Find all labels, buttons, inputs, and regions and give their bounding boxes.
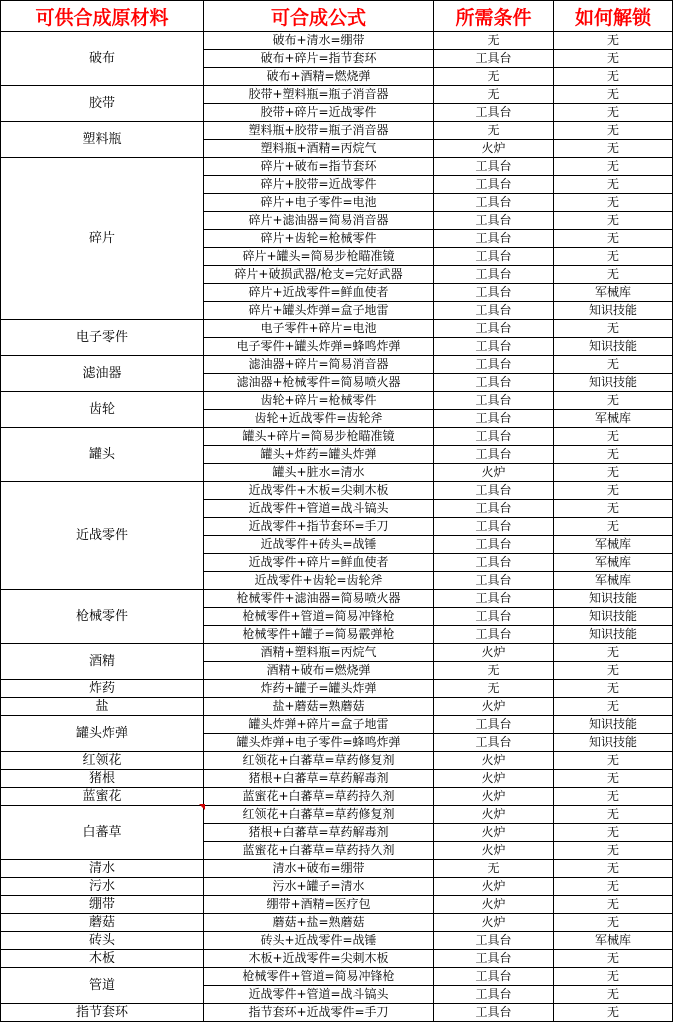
formula-cell[interactable]: 电子零件+罐头炸弹=蜂鸣炸弹 <box>204 338 434 356</box>
requirement-cell[interactable]: 火炉 <box>434 770 554 788</box>
requirement-cell[interactable]: 工具台 <box>434 266 554 284</box>
requirement-cell[interactable]: 工具台 <box>434 374 554 392</box>
unlock-cell[interactable]: 知识技能 <box>554 716 673 734</box>
table-row <box>1 122 673 140</box>
table-row <box>1 860 673 878</box>
material-cell[interactable]: 胶带 <box>1 86 204 122</box>
requirement-cell[interactable]: 工具台 <box>434 320 554 338</box>
unlock-cell[interactable]: 军械库 <box>554 572 673 590</box>
formula-cell[interactable]: 滤油器+碎片=简易消音器 <box>204 356 434 374</box>
requirement-cell[interactable]: 工具台 <box>434 356 554 374</box>
requirement-cell[interactable]: 工具台 <box>434 104 554 122</box>
material-cell[interactable]: 木板 <box>1 950 204 968</box>
table-row <box>1 752 673 770</box>
material-cell[interactable]: 电子零件 <box>1 320 204 356</box>
comment-indicator-icon[interactable] <box>199 804 205 810</box>
table-row <box>1 644 673 662</box>
requirement-cell[interactable]: 工具台 <box>434 482 554 500</box>
table-row <box>1 1004 673 1022</box>
unlock-cell[interactable]: 无 <box>554 518 673 536</box>
formula-cell[interactable]: 破布+酒精=燃烧弹 <box>204 68 434 86</box>
unlock-cell[interactable]: 无 <box>554 212 673 230</box>
table-row <box>1 356 673 374</box>
material-cell[interactable]: 指节套环 <box>1 1004 204 1022</box>
unlock-cell[interactable]: 无 <box>554 662 673 680</box>
material-cell[interactable]: 污水 <box>1 878 204 896</box>
formula-cell[interactable]: 破布+清水=绷带 <box>204 32 434 50</box>
requirement-cell[interactable]: 工具台 <box>434 194 554 212</box>
material-cell[interactable]: 齿轮 <box>1 392 204 428</box>
table-row <box>1 590 673 608</box>
material-cell[interactable]: 碎片 <box>1 158 204 320</box>
unlock-cell[interactable]: 军械库 <box>554 932 673 950</box>
unlock-cell[interactable]: 军械库 <box>554 554 673 572</box>
unlock-cell[interactable]: 无 <box>554 122 673 140</box>
formula-cell[interactable]: 碎片+破布=指节套环 <box>204 158 434 176</box>
requirement-cell[interactable]: 工具台 <box>434 50 554 68</box>
material-cell[interactable]: 塑料瓶 <box>1 122 204 158</box>
header-formula[interactable]: 可合成公式 <box>204 1 434 32</box>
requirement-cell[interactable]: 工具台 <box>434 572 554 590</box>
table-body <box>1 32 673 1022</box>
unlock-cell[interactable]: 无 <box>554 140 673 158</box>
requirement-cell[interactable]: 火炉 <box>434 788 554 806</box>
formula-cell[interactable]: 近战零件+指节套环=手刀 <box>204 518 434 536</box>
unlock-cell[interactable]: 无 <box>554 914 673 932</box>
unlock-cell[interactable]: 无 <box>554 32 673 50</box>
formula-cell[interactable]: 木板+近战零件=尖刺木板 <box>204 950 434 968</box>
formula-cell[interactable]: 齿轮+近战零件=齿轮斧 <box>204 410 434 428</box>
table-row <box>1 86 673 104</box>
table-row <box>1 320 673 338</box>
formula-cell[interactable]: 指节套环+近战零件=手刀 <box>204 1004 434 1022</box>
requirement-cell[interactable]: 工具台 <box>434 518 554 536</box>
unlock-cell[interactable]: 无 <box>554 644 673 662</box>
requirement-cell[interactable]: 工具台 <box>434 410 554 428</box>
unlock-cell[interactable]: 军械库 <box>554 536 673 554</box>
formula-cell[interactable]: 砖头+近战零件=战锤 <box>204 932 434 950</box>
formula-cell[interactable]: 近战零件+砖头=战锤 <box>204 536 434 554</box>
material-cell[interactable]: 白蕃草 <box>1 806 204 860</box>
formula-cell[interactable]: 炸药+罐子=罐头炸弹 <box>204 680 434 698</box>
material-cell[interactable]: 罐头炸弹 <box>1 716 204 752</box>
requirement-cell[interactable]: 工具台 <box>434 608 554 626</box>
formula-cell[interactable]: 酒精+塑料瓶=丙烷气 <box>204 644 434 662</box>
material-cell[interactable]: 近战零件 <box>1 482 204 590</box>
formula-cell[interactable]: 塑料瓶+胶带=瓶子消音器 <box>204 122 434 140</box>
unlock-cell[interactable]: 无 <box>554 68 673 86</box>
formula-cell[interactable]: 胶带+碎片=近战零件 <box>204 104 434 122</box>
requirement-cell[interactable]: 无 <box>434 32 554 50</box>
formula-cell[interactable]: 胶带+塑料瓶=瓶子消音器 <box>204 86 434 104</box>
requirement-cell[interactable]: 工具台 <box>434 230 554 248</box>
formula-cell[interactable]: 碎片+罐头=简易步枪瞄准镜 <box>204 248 434 266</box>
requirement-cell[interactable]: 工具台 <box>434 446 554 464</box>
unlock-cell[interactable]: 知识技能 <box>554 608 673 626</box>
header-material[interactable]: 可供合成原材料 <box>1 1 204 32</box>
requirement-cell[interactable]: 工具台 <box>434 590 554 608</box>
material-cell[interactable]: 破布 <box>1 32 204 86</box>
material-cell[interactable]: 罐头 <box>1 428 204 482</box>
unlock-cell[interactable]: 无 <box>554 230 673 248</box>
requirement-cell[interactable]: 无 <box>434 122 554 140</box>
requirement-cell[interactable]: 工具台 <box>434 716 554 734</box>
unlock-cell[interactable]: 无 <box>554 824 673 842</box>
material-cell[interactable]: 红领花 <box>1 752 204 770</box>
formula-cell[interactable]: 齿轮+碎片=枪械零件 <box>204 392 434 410</box>
formula-cell[interactable]: 红领花+白蕃草=草药修复剂 <box>204 806 434 824</box>
formula-cell[interactable]: 绷带+酒精=医疗包 <box>204 896 434 914</box>
header-row <box>1 1 673 32</box>
requirement-cell[interactable]: 工具台 <box>434 500 554 518</box>
unlock-cell[interactable]: 军械库 <box>554 410 673 428</box>
material-cell[interactable]: 蘑菇 <box>1 914 204 932</box>
requirement-cell[interactable]: 火炉 <box>434 806 554 824</box>
requirement-cell[interactable]: 工具台 <box>434 536 554 554</box>
table-row <box>1 878 673 896</box>
material-cell[interactable]: 砖头 <box>1 932 204 950</box>
requirement-cell[interactable]: 火炉 <box>434 752 554 770</box>
requirement-cell[interactable]: 火炉 <box>434 464 554 482</box>
unlock-cell[interactable]: 无 <box>554 356 673 374</box>
table-row <box>1 914 673 932</box>
formula-cell[interactable]: 罐头炸弹+碎片=盒子地雷 <box>204 716 434 734</box>
formula-cell[interactable]: 塑料瓶+酒精=丙烷气 <box>204 140 434 158</box>
requirement-cell[interactable]: 火炉 <box>434 140 554 158</box>
unlock-cell[interactable]: 无 <box>554 176 673 194</box>
requirement-cell[interactable]: 火炉 <box>434 896 554 914</box>
requirement-cell[interactable]: 火炉 <box>434 824 554 842</box>
requirement-cell[interactable]: 工具台 <box>434 986 554 1004</box>
requirement-cell[interactable]: 工具台 <box>434 338 554 356</box>
table-row <box>1 968 673 986</box>
requirement-cell[interactable]: 工具台 <box>434 248 554 266</box>
table-row <box>1 32 673 50</box>
unlock-cell[interactable]: 无 <box>554 788 673 806</box>
formula-cell[interactable]: 蓝蜜花+白蕃草=草药持久剂 <box>204 788 434 806</box>
unlock-cell[interactable]: 无 <box>554 104 673 122</box>
formula-cell[interactable]: 枪械零件+管道=简易冲锋枪 <box>204 968 434 986</box>
material-cell[interactable]: 管道 <box>1 968 204 1004</box>
unlock-cell[interactable]: 无 <box>554 968 673 986</box>
requirement-cell[interactable]: 火炉 <box>434 698 554 716</box>
requirement-cell[interactable]: 无 <box>434 68 554 86</box>
unlock-cell[interactable]: 无 <box>554 806 673 824</box>
formula-cell[interactable]: 酒精+破布=燃烧弹 <box>204 662 434 680</box>
formula-cell[interactable]: 碎片+近战零件=鲜血使者 <box>204 284 434 302</box>
requirement-cell[interactable]: 工具台 <box>434 950 554 968</box>
unlock-cell[interactable]: 无 <box>554 842 673 860</box>
requirement-cell[interactable]: 工具台 <box>434 932 554 950</box>
table-row <box>1 932 673 950</box>
formula-cell[interactable]: 碎片+滤油器=简易消音器 <box>204 212 434 230</box>
formula-cell[interactable]: 电子零件+碎片=电池 <box>204 320 434 338</box>
formula-cell[interactable]: 枪械零件+滤油器=简易喷火器 <box>204 590 434 608</box>
header-unlock[interactable]: 如何解锁 <box>554 1 673 32</box>
unlock-cell[interactable]: 无 <box>554 950 673 968</box>
requirement-cell[interactable]: 火炉 <box>434 842 554 860</box>
material-cell[interactable]: 清水 <box>1 860 204 878</box>
table-row <box>1 680 673 698</box>
requirement-cell[interactable]: 工具台 <box>434 1004 554 1022</box>
unlock-cell[interactable]: 无 <box>554 986 673 1004</box>
unlock-cell[interactable]: 无 <box>554 392 673 410</box>
unlock-cell[interactable]: 无 <box>554 158 673 176</box>
unlock-cell[interactable]: 知识技能 <box>554 338 673 356</box>
requirement-cell[interactable]: 工具台 <box>434 158 554 176</box>
unlock-cell[interactable]: 无 <box>554 428 673 446</box>
table-row <box>1 770 673 788</box>
formula-cell[interactable]: 破布+碎片=指节套环 <box>204 50 434 68</box>
material-cell[interactable]: 猪根 <box>1 770 204 788</box>
table-row <box>1 788 673 806</box>
formula-cell[interactable]: 近战零件+木板=尖刺木板 <box>204 482 434 500</box>
formula-cell[interactable]: 近战零件+碎片=鲜血使者 <box>204 554 434 572</box>
formula-cell[interactable]: 碎片+罐头炸弹=盒子地雷 <box>204 302 434 320</box>
unlock-cell[interactable]: 无 <box>554 266 673 284</box>
unlock-cell[interactable]: 无 <box>554 248 673 266</box>
material-cell[interactable]: 盐 <box>1 698 204 716</box>
requirement-cell[interactable]: 火炉 <box>434 878 554 896</box>
material-cell[interactable]: 炸药 <box>1 680 204 698</box>
unlock-cell[interactable]: 无 <box>554 680 673 698</box>
requirement-cell[interactable]: 工具台 <box>434 428 554 446</box>
requirement-cell[interactable]: 工具台 <box>434 968 554 986</box>
requirement-cell[interactable]: 无 <box>434 86 554 104</box>
unlock-cell[interactable]: 无 <box>554 878 673 896</box>
unlock-cell[interactable]: 无 <box>554 1004 673 1022</box>
table-row <box>1 158 673 176</box>
unlock-cell[interactable]: 无 <box>554 500 673 518</box>
requirement-cell[interactable]: 无 <box>434 680 554 698</box>
requirement-cell[interactable]: 工具台 <box>434 284 554 302</box>
formula-cell[interactable]: 枪械零件+罐子=简易霰弹枪 <box>204 626 434 644</box>
formula-cell[interactable]: 红领花+白蕃草=草药修复剂 <box>204 752 434 770</box>
formula-cell[interactable]: 罐头+炸药=罐头炸弹 <box>204 446 434 464</box>
formula-cell[interactable]: 清水+破布=绷带 <box>204 860 434 878</box>
formula-cell[interactable]: 罐头炸弹+电子零件=蜂鸣炸弹 <box>204 734 434 752</box>
table-row <box>1 806 673 824</box>
unlock-cell[interactable]: 军械库 <box>554 284 673 302</box>
formula-cell[interactable]: 近战零件+管道=战斗镐头 <box>204 986 434 1004</box>
requirement-cell[interactable]: 工具台 <box>434 554 554 572</box>
table-row <box>1 896 673 914</box>
unlock-cell[interactable]: 知识技能 <box>554 626 673 644</box>
formula-cell[interactable]: 蓝蜜花+白蕃草=草药持久剂 <box>204 842 434 860</box>
material-cell[interactable]: 绷带 <box>1 896 204 914</box>
formula-cell[interactable]: 盐+蘑菇=熟蘑菇 <box>204 698 434 716</box>
requirement-cell[interactable]: 火炉 <box>434 914 554 932</box>
requirement-cell[interactable]: 无 <box>434 860 554 878</box>
formula-cell[interactable]: 滤油器+枪械零件=简易喷火器 <box>204 374 434 392</box>
requirement-cell[interactable]: 工具台 <box>434 392 554 410</box>
formula-cell[interactable]: 碎片+电子零件=电池 <box>204 194 434 212</box>
unlock-cell[interactable]: 无 <box>554 86 673 104</box>
table-row <box>1 482 673 500</box>
unlock-cell[interactable]: 无 <box>554 320 673 338</box>
unlock-cell[interactable]: 无 <box>554 896 673 914</box>
formula-cell[interactable]: 蘑菇+盐=熟蘑菇 <box>204 914 434 932</box>
formula-cell[interactable]: 碎片+破损武器/枪支=完好武器 <box>204 266 434 284</box>
unlock-cell[interactable]: 无 <box>554 482 673 500</box>
unlock-cell[interactable]: 知识技能 <box>554 374 673 392</box>
material-cell[interactable]: 滤油器 <box>1 356 204 392</box>
formula-cell[interactable]: 近战零件+管道=战斗镐头 <box>204 500 434 518</box>
header-requirement[interactable]: 所需条件 <box>434 1 554 32</box>
table-row <box>1 716 673 734</box>
material-cell[interactable]: 蓝蜜花 <box>1 788 204 806</box>
table-row <box>1 392 673 410</box>
unlock-cell[interactable]: 无 <box>554 752 673 770</box>
requirement-cell[interactable]: 工具台 <box>434 626 554 644</box>
table-row <box>1 950 673 968</box>
formula-cell[interactable]: 猪根+白蕃草=草药解毒剂 <box>204 770 434 788</box>
requirement-cell[interactable]: 火炉 <box>434 644 554 662</box>
material-cell[interactable]: 枪械零件 <box>1 590 204 644</box>
formula-cell[interactable]: 污水+罐子=清水 <box>204 878 434 896</box>
formula-cell[interactable]: 罐头+碎片=简易步枪瞄准镜 <box>204 428 434 446</box>
material-cell[interactable]: 酒精 <box>1 644 204 680</box>
formula-cell[interactable]: 碎片+胶带=近战零件 <box>204 176 434 194</box>
unlock-cell[interactable]: 无 <box>554 464 673 482</box>
unlock-cell[interactable]: 无 <box>554 860 673 878</box>
formula-cell[interactable]: 碎片+齿轮=枪械零件 <box>204 230 434 248</box>
formula-cell[interactable]: 罐头+脏水=清水 <box>204 464 434 482</box>
formula-cell[interactable]: 近战零件+齿轮=齿轮斧 <box>204 572 434 590</box>
requirement-cell[interactable]: 无 <box>434 662 554 680</box>
unlock-cell[interactable]: 无 <box>554 698 673 716</box>
requirement-cell[interactable]: 工具台 <box>434 212 554 230</box>
unlock-cell[interactable]: 无 <box>554 770 673 788</box>
unlock-cell[interactable]: 无 <box>554 446 673 464</box>
requirement-cell[interactable]: 工具台 <box>434 734 554 752</box>
unlock-cell[interactable]: 无 <box>554 194 673 212</box>
table-row <box>1 428 673 446</box>
unlock-cell[interactable]: 知识技能 <box>554 734 673 752</box>
requirement-cell[interactable]: 工具台 <box>434 302 554 320</box>
formula-cell[interactable]: 猪根+白蕃草=草药解毒剂 <box>204 824 434 842</box>
table-row <box>1 698 673 716</box>
unlock-cell[interactable]: 知识技能 <box>554 302 673 320</box>
requirement-cell[interactable]: 工具台 <box>434 176 554 194</box>
formula-cell[interactable]: 枪械零件+管道=简易冲锋枪 <box>204 608 434 626</box>
unlock-cell[interactable]: 无 <box>554 50 673 68</box>
unlock-cell[interactable]: 知识技能 <box>554 590 673 608</box>
